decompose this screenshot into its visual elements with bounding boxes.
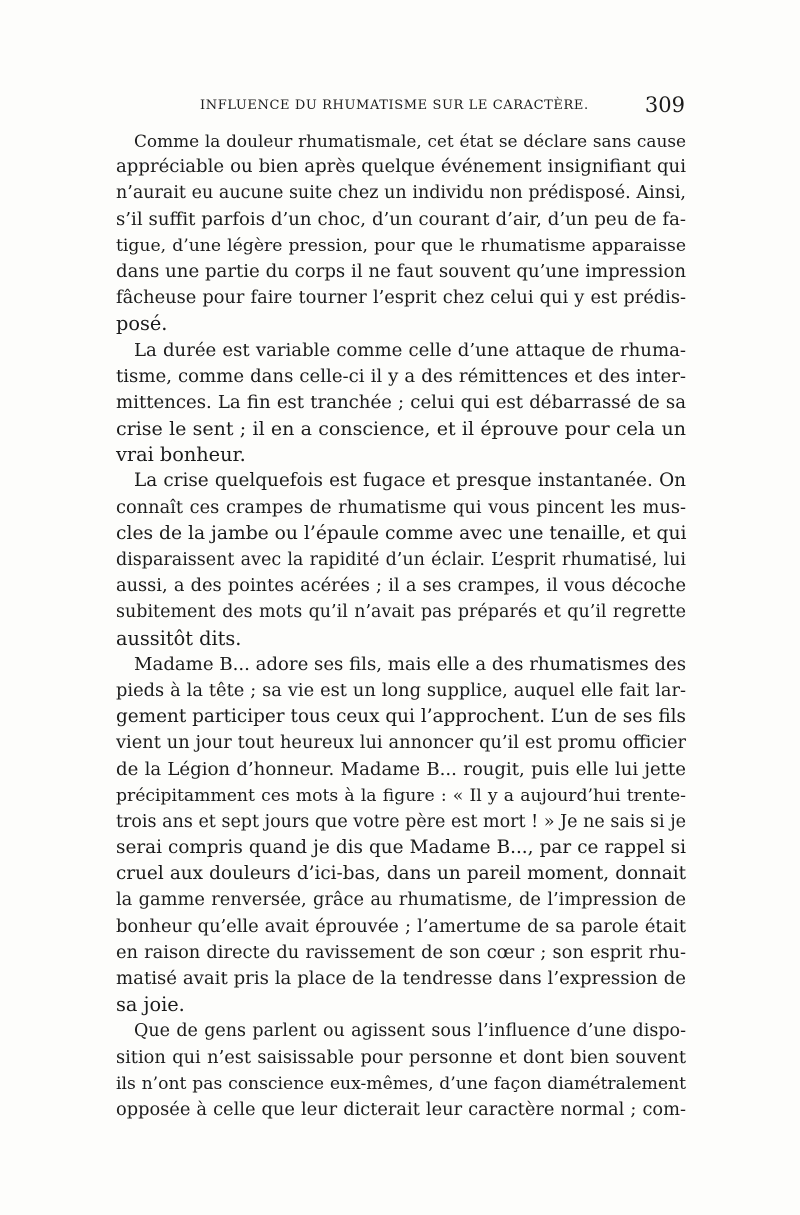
text-line: aussitôt dits.: [116, 626, 242, 650]
text-line: aussi, a des pointes acérées ; il a ses crampes, il vous décoche: [116, 575, 686, 597]
text-line: trois ans et sept jours que votre père est mort ! » Je ne sais si je: [116, 811, 686, 832]
text-line: mittences. La fin est tranchée ; celui qui est débarrassé de sa: [116, 391, 686, 413]
text-line: tisme, comme dans celle-ci il y a des rémittences et des inter-: [116, 365, 686, 387]
text-line: n’aurait eu aucune suite chez un individu non prédisposé. Ainsi,: [116, 183, 686, 204]
text-line: s’il suffit parfois d’un choc, d’un courant d’air, d’un peu de fa-: [116, 208, 686, 230]
text-line: tigue, d’une légère pression, pour que le rhumatisme apparaisse: [116, 235, 686, 256]
text-line: La crise quelquefois est fugace et presque instantanée. On: [134, 470, 686, 492]
running-title: INFLUENCE DU RHUMATISME SUR LE CARACTÈRE.: [200, 98, 589, 113]
text-line: crise le sent ; il en a conscience, et il éprouve pour cela un: [116, 418, 686, 441]
text-line: pieds à la tête ; sa vie est un long supplice, auquel elle fait lar-: [116, 679, 686, 701]
text-line: précipitamment ces mots à la figure : « Il y a aujourd’hui trente-: [116, 785, 686, 806]
text-line: disparaissent avec la rapidité d’un éclair. L’esprit rhumatisé, lui: [116, 550, 686, 570]
text-line: appréciable ou bien après quelque événement insignifiant qui: [116, 156, 686, 178]
page-number: 309: [644, 93, 685, 117]
text-line: Madame B... adore ses fils, mais elle a des rhumatismes des: [134, 653, 686, 675]
text-line: serai compris quand je dis que Madame B..., par ce rappel si: [116, 837, 686, 859]
text-line: vrai bonheur.: [116, 443, 246, 467]
text-line: subitement des mots qu’il n’avait pas préparés et qu’il regrette: [116, 602, 686, 623]
text-line: connaît ces crampes de rhumatisme qui vous pincent les mus-: [116, 496, 686, 518]
text-line: posé.: [116, 312, 168, 336]
text-line: la gamme renversée, grâce au rhumatisme, de l’impression de: [116, 889, 686, 911]
text-line: cruel aux douleurs d’ici-bas, dans un pareil moment, donnait: [116, 863, 686, 885]
text-line: fâcheuse pour faire tourner l’esprit chez celui qui y est prédis-: [116, 287, 686, 309]
bleed-through-texture: [112, 1150, 672, 1170]
body-text: [116, 128, 686, 1123]
text-line: Que de gens parlent ou agissent sous l’influence d’une dispo-: [134, 1021, 686, 1042]
text-line: cles de la jambe ou l’épaule comme avec une tenaille, et qui: [116, 522, 687, 544]
text-line: opposée à celle que leur dicterait leur caractère normal ; com-: [116, 1098, 686, 1120]
text-line: La durée est variable comme celle d’une attaque de rhuma-: [134, 339, 686, 361]
text-line: bonheur qu’elle avait éprouvée ; l’amertume de sa parole était: [116, 915, 686, 937]
text-line: ils n’ont pas conscience eux-mêmes, d’une façon diamétralement: [116, 1073, 686, 1094]
text-line: vient un jour tout heureux lui annoncer qu’il est promu officier: [116, 732, 686, 754]
text-line: dans une partie du corps il ne faut souvent qu’une impression: [116, 260, 686, 282]
text-line: matisé avait pris la place de la tendresse dans l’expression de: [116, 968, 686, 989]
text-line: en raison directe du ravissement de son cœur ; son esprit rhu-: [116, 941, 686, 963]
text-line: Comme la douleur rhumatismale, cet état se déclare sans cause: [134, 131, 686, 151]
running-head: [200, 93, 685, 118]
text-line: de la Légion d’honneur. Madame B... rougit, puis elle lui jette: [116, 758, 686, 780]
text-line: gement participer tous ceux qui l’approchent. L’un de ses fils: [116, 706, 686, 728]
text-line: sa joie.: [116, 993, 185, 1017]
text-line: sition qui n’est saisissable pour personne et dont bien souvent: [116, 1046, 686, 1068]
